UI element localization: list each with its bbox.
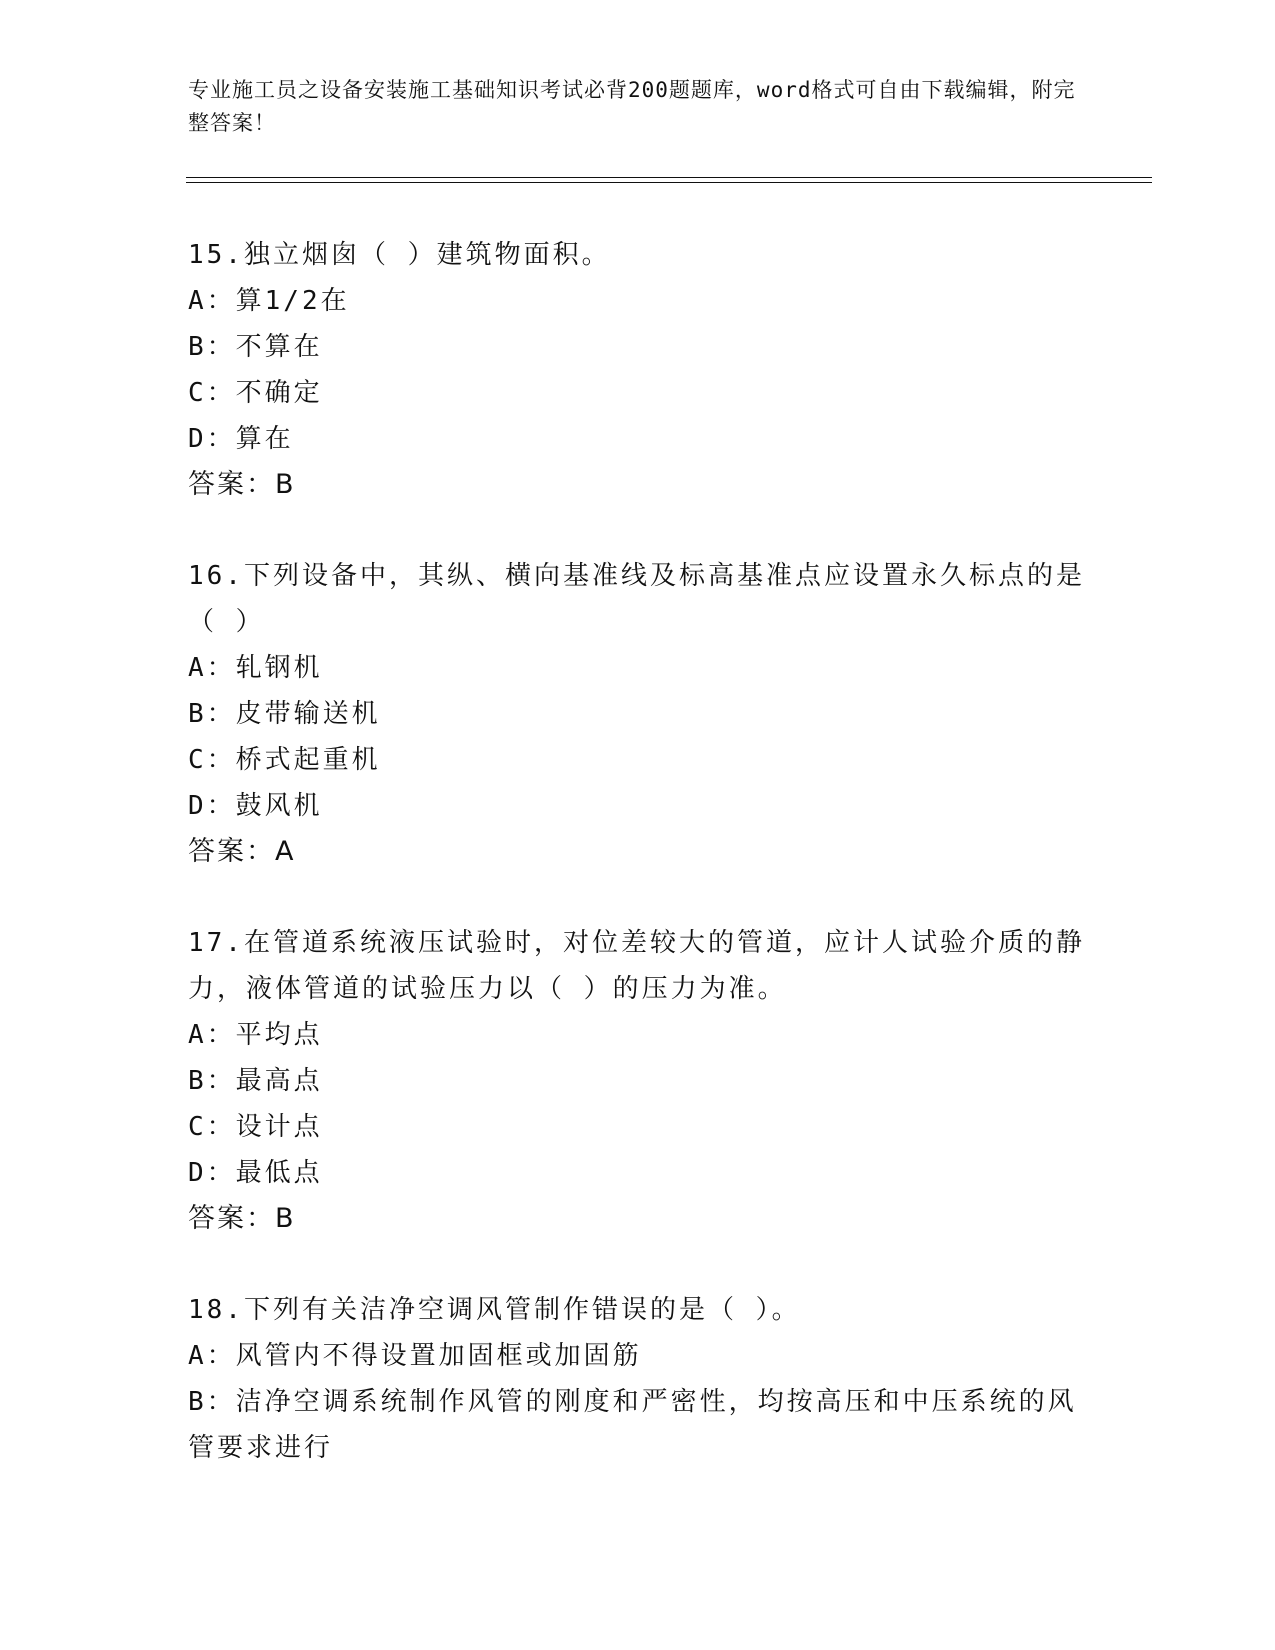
answer-line: 答案：B [188,1203,296,1234]
question-18 [188,1287,1088,1471]
option-d: D：最低点 [188,1158,323,1188]
question-list [188,232,1088,1516]
answer-line: 答案：B [188,469,296,500]
option-a: A：风管内不得设置加固框或加固筋 [188,1341,642,1371]
question-text: 16.下列设备中，其纵、横向基准线及标高基准点应设置永久标点的是（ ） [188,561,1085,637]
option-a: A：算1/2在 [188,286,350,316]
option-b: B：最高点 [188,1066,323,1096]
option-b: B：不算在 [188,332,323,362]
option-c: C：设计点 [188,1112,323,1142]
option-d: D：鼓风机 [188,791,323,821]
answer-line: 答案：A [188,836,296,867]
question-text: 17.在管道系统液压试验时，对位差较大的管道，应计人试验介质的静力，液体管道的试验压力以（ ）的压力为准。 [188,928,1085,1004]
question-text: 18.下列有关洁净空调风管制作错误的是（ ）。 [188,1295,801,1325]
option-b: B：皮带输送机 [188,699,381,729]
document-header: 专业施工员之设备安装施工基础知识考试必背200题题库，word格式可自由下载编辑，附完整答案！ [188,78,1076,135]
question-17 [188,920,1088,1242]
question-15 [188,232,1088,508]
option-b: B：洁净空调系统制作风管的刚度和严密性，均按高压和中压系统的风管要求进行 [188,1387,1077,1463]
option-a: A：平均点 [188,1020,323,1050]
option-d: D：算在 [188,424,294,454]
header-divider-top [186,177,1152,178]
header-divider-bottom [186,182,1152,183]
question-text: 15.独立烟囱（ ）建筑物面积。 [188,240,611,270]
question-16 [188,553,1088,875]
option-c: C：不确定 [188,378,323,408]
option-c: C：桥式起重机 [188,745,381,775]
option-a: A：轧钢机 [188,653,323,683]
